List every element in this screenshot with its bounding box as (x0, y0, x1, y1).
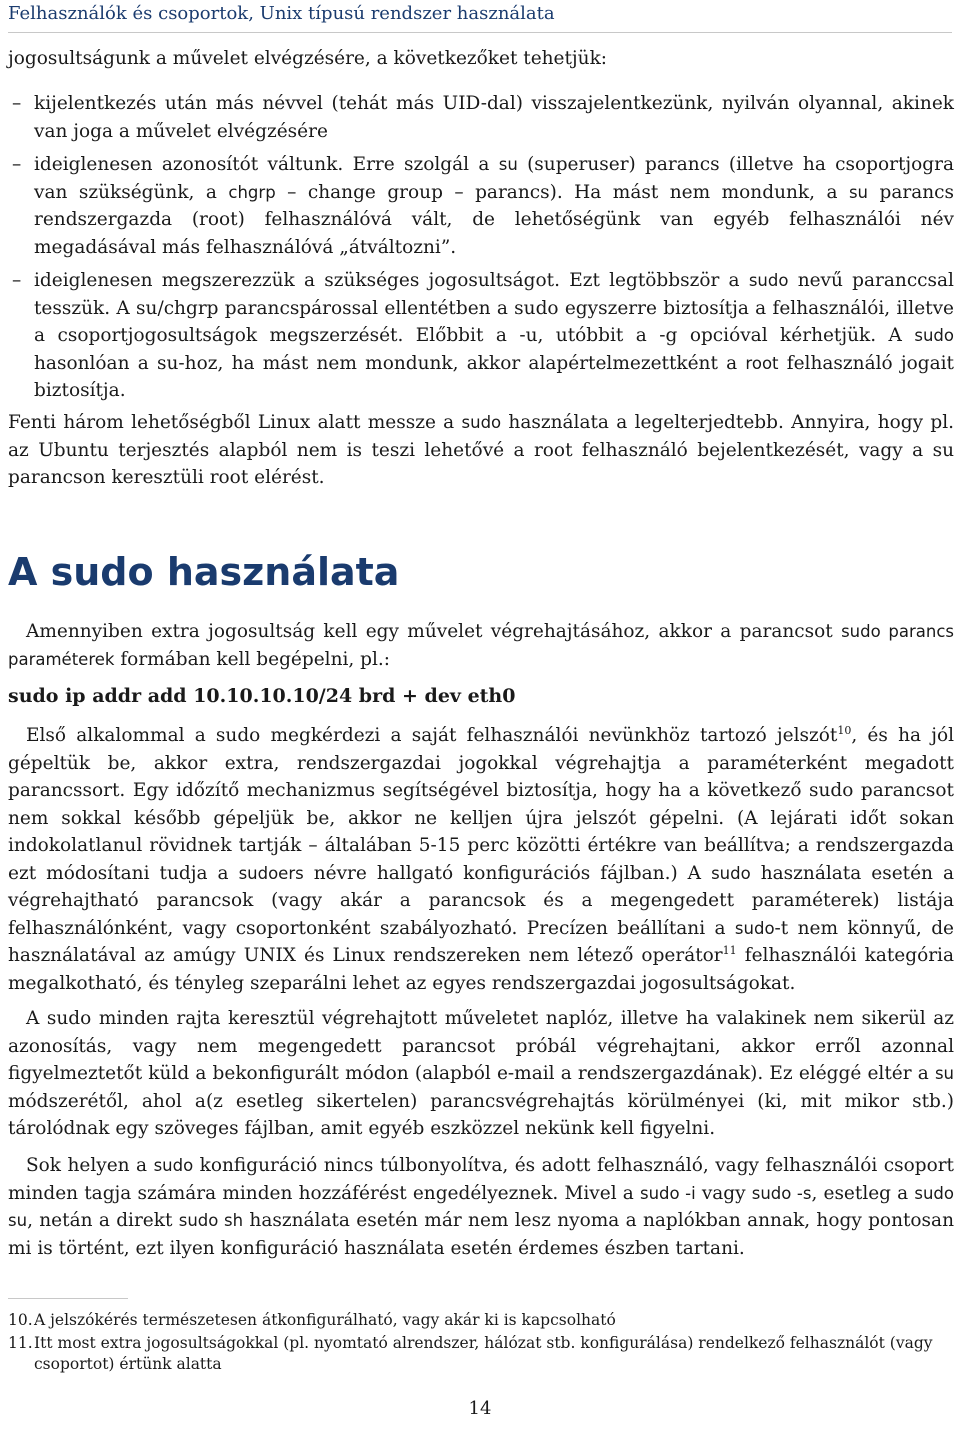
footnote-text: A jelszókérés természetesen átkonfigurálható, vagy akár ki is kapcsolható (34, 1311, 616, 1329)
linux-paragraph (8, 409, 954, 492)
config-paragraph (8, 1152, 954, 1262)
text-run: ideiglenesen azonosítót váltunk. Erre szolgál a (34, 154, 499, 175)
inline-command: sudo (748, 271, 789, 290)
footnote (8, 1333, 954, 1375)
list-item (8, 90, 954, 145)
inline-command: sudo sh (178, 1211, 244, 1230)
inline-command: sudo (734, 918, 775, 938)
text-run: használata a legelterjedtebb. Annyira, hogy pl. az Ubuntu terjesztés alapból nem is teszi lehetővé a root felhasználó bejelentkezését, vagy a su parancson keresztüli root elérést. (8, 412, 954, 488)
running-head: Felhasználók és csoportok, Unix típusú rendszer használata (8, 3, 555, 24)
first-use-paragraph (8, 722, 954, 997)
inline-command: sudo su (8, 1183, 954, 1230)
list-item (8, 267, 954, 405)
text-run: névre hallgató konfigurációs fájlban.) A (303, 862, 712, 884)
header-divider (8, 32, 952, 33)
intro-paragraph: jogosultságunk a művelet elvégzésére, a következőket tehetjük: (8, 48, 608, 69)
list-item-text: kijelentkezés után más névvel (tehát más UID-dal) visszajelentkezünk, nyilván olyannal, akinek van joga a művelet elvégzésére (34, 93, 954, 142)
inline-command: sudo -s (751, 1183, 812, 1203)
example-command: sudo ip addr add 10.10.10.10/24 brd + dev eth0 (8, 685, 516, 707)
logging-paragraph (8, 1005, 954, 1143)
list-item (8, 151, 954, 261)
text-run: felhasználói kategória megalkotható, és tényleg szeparálni lehet az egyes rendszergazdai jogosultságokat. (8, 945, 955, 994)
dash-bullet: – (12, 154, 22, 175)
inline-command: su (848, 182, 869, 202)
inline-command: sudo parancs paraméterek (8, 622, 954, 669)
text-run: használata esetén már nem lesz nyoma a naplókban annak, hogy pontosan mi is történt, ezt ilyen konfiguráció használata esetén érdemes észben tartani. (8, 1210, 954, 1259)
text-run: Sok helyen a (26, 1155, 154, 1176)
inline-command: sudo (711, 863, 751, 883)
section-title: A sudo használata (8, 550, 400, 594)
dash-bullet: – (12, 93, 22, 114)
text-run: ideiglenesen megszerezzük a szükséges jogosultságot. Ezt legtöbbször a (34, 270, 749, 291)
text-run: , esetleg a (811, 1182, 915, 1204)
dash-bullet: – (12, 270, 22, 291)
text-run: – change group – parancs). Ha mást nem mondunk, a (275, 181, 849, 203)
text-run: , netán a direkt (27, 1210, 179, 1231)
text-run: A sudo minden rajta keresztül végrehajtott műveletet naplóz, illetve ha valakinek nem sikerül az azonosítás, vagy nem megengedett parancsot próbál végrehajtani, akkor erről azonnal figyelmeztetőt küld a bekonfigurált módon (alapból e-mail a rendszergazdának). Ez eléggé eltér a (8, 1008, 954, 1084)
options-list (8, 90, 954, 411)
text-run: formában kell begépelni, pl.: (114, 648, 391, 670)
inline-command: sudoers (238, 863, 304, 883)
inline-command: su (934, 1064, 954, 1083)
text-run: vagy (695, 1182, 752, 1204)
text-run: hasonlóan a su-hoz, ha mást nem mondunk, akkor alapértelmezettként a (34, 352, 746, 374)
text-run: Amennyiben extra jogosultság kell egy művelet végrehajtásához, akkor a parancsot (26, 621, 842, 642)
inline-command: root (745, 353, 779, 373)
footnote-divider (8, 1298, 128, 1299)
footnote-ref: 10 (837, 723, 852, 737)
page-number: 14 (468, 1398, 492, 1419)
text-run: Első alkalommal a sudo megkérdezi a saját felhasználói nevünkhöz tartozó jelszót (26, 725, 838, 746)
usage-paragraph (8, 618, 954, 673)
text-run: parancs rendszergazda (root) felhasználóvá vált, de lehetőségünk van egyéb felhasználói név megadásával más felhasználóvá „átváltozni”. (34, 181, 954, 258)
text-run: használata esetén a végrehajtható parancsok (vagy akár a parancsok és a megengedett paraméterek) listája felhasználónként, vagy csoportonként szabályozható. Precízen beállítani a (8, 862, 955, 939)
inline-command: su (498, 155, 518, 174)
inline-command: sudo -i (639, 1183, 696, 1203)
inline-command: sudo (914, 326, 954, 345)
text-run: -t nem könnyű, de használatával az amúgy UNIX és Linux rendszereken nem létező operátor (8, 917, 954, 966)
footnotes (8, 1310, 954, 1377)
footnote-ref: 11 (722, 943, 737, 957)
text-run: , és ha jól gépeltük be, akkor extra, rendszergazdai jogokkal végrehajtja a paraméterként megadott parancssort. Egy időzítő mechanizmus segítségével biztosítja, hogy ha a következő sudo parancsot nem sokkal később gépeljük be, akkor ne kelljen újra jelszót gépelni. (A lejárati időt sokan indokolatlanul rövidnek tartják – általában 5-15 perc közötti értékre van beállítva; a rendszergazda ezt módosítani tudja a (8, 725, 954, 884)
text-run: konfiguráció nincs túlbonyolítva, és adott felhasználó, vagy felhasználói csoport minden tagja számára minden hozzáférést engedélyeznek. Mivel a (8, 1155, 954, 1204)
footnote-number: 11. (8, 1334, 33, 1352)
text-run: módszerétől, ahol a(z esetleg sikertelen) parancsvégrehajtás körülményei (ki, mit mikor stb.) tárolódnak egy szöveges fájlban, amit egyéb eszközzel nekünk kell figyelni. (8, 1090, 954, 1139)
footnote (8, 1310, 954, 1331)
inline-command: sudo (153, 1156, 194, 1175)
inline-command: sudo (461, 413, 502, 432)
footnote-number: 10. (8, 1311, 33, 1329)
text-run: Fenti három lehetőségből Linux alatt messze a (8, 412, 462, 433)
footnote-text: Itt most extra jogosultságokkal (pl. nyomtató alrendszer, hálózat stb. konfigurálása) rendelkező felhasználót (vagy csoportot) értünk alatta (34, 1334, 933, 1373)
text-run: felhasználó jogait biztosítja. (34, 352, 954, 401)
text-run: (superuser) parancs (illetve ha csoportjogra van szükségünk, a (34, 154, 954, 203)
text-run: nevű paranccsal tesszük. A su/chgrp parancspárossal ellentétben a sudo egyszerre biztosítja a felhasználói, illetve a csoportjogosultságok megszerzését. Előbbit a -u, utóbbit a -g opcióval kérhetjük. A (34, 270, 954, 346)
inline-command: chgrp (228, 182, 276, 202)
